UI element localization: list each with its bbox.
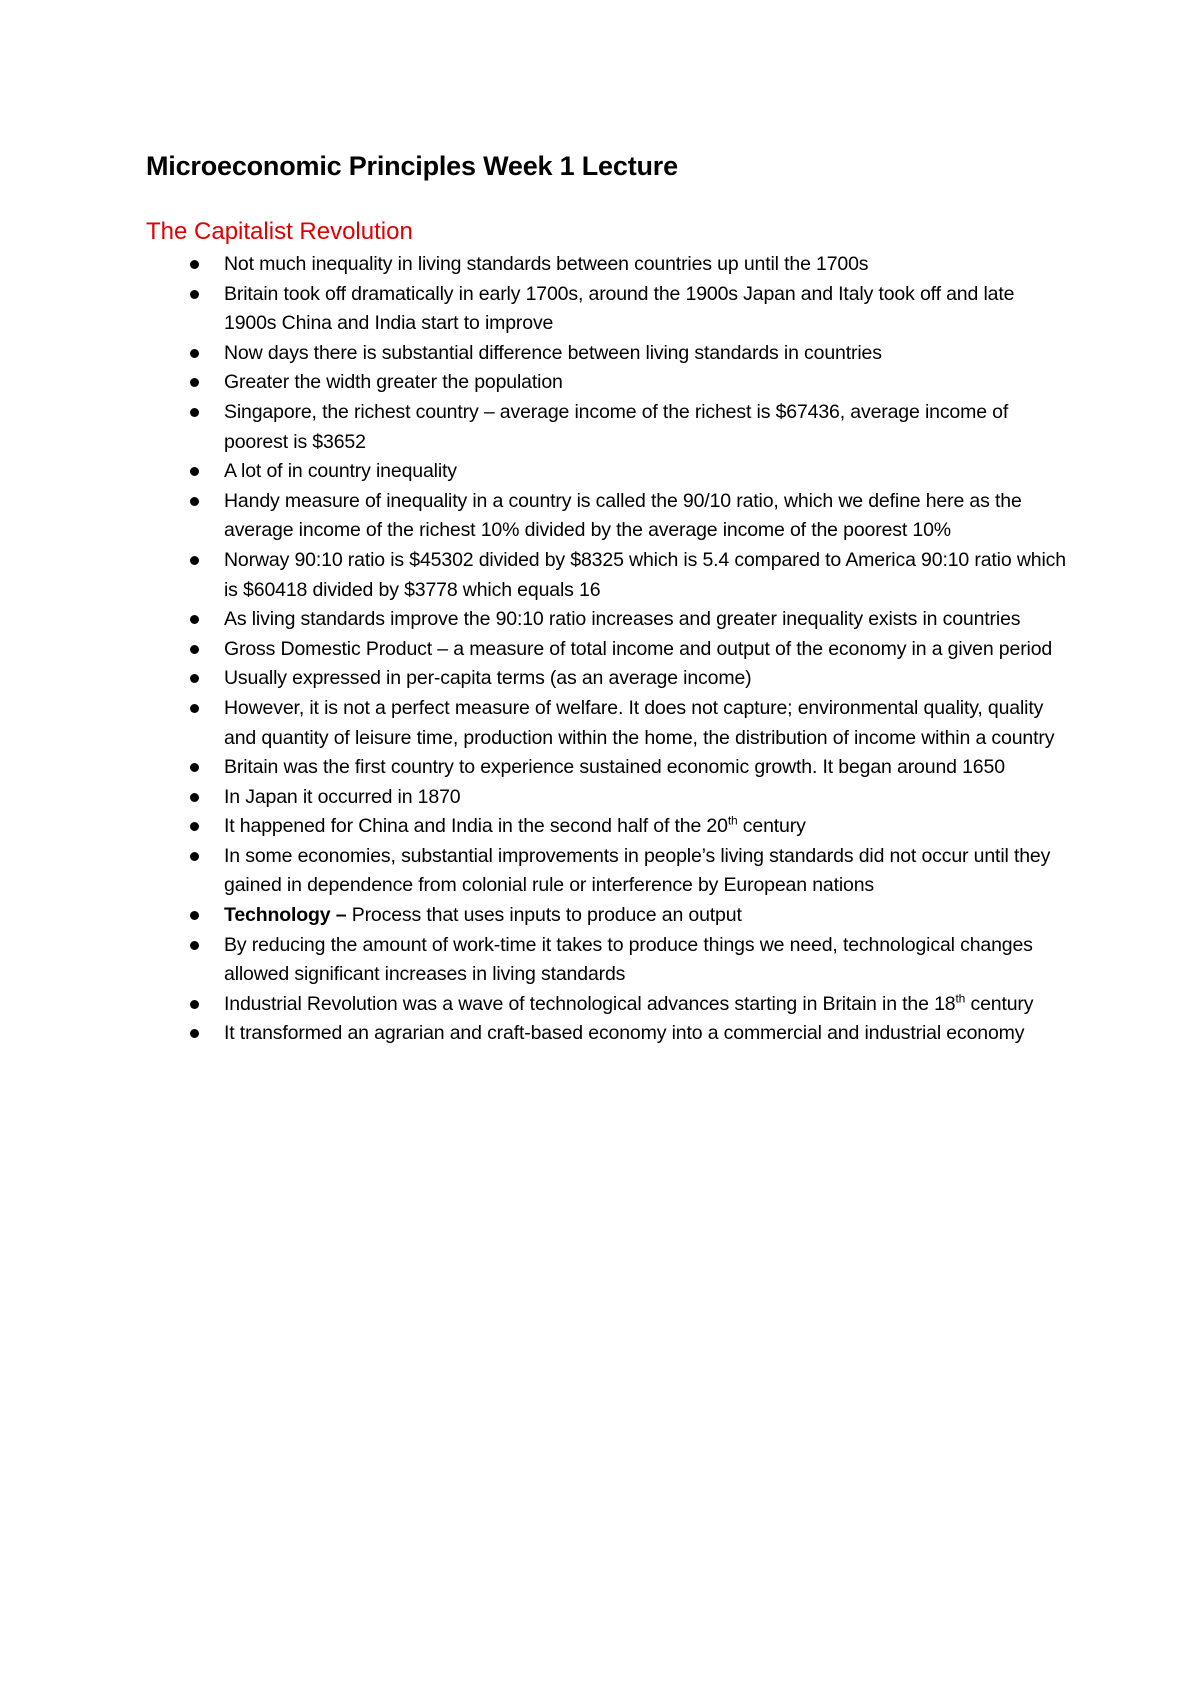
list-item (190, 783, 1070, 813)
bullet-text: It transformed an agrarian and craft-based economy into a commercial and industrial economy (224, 1022, 1025, 1045)
bullet-list (190, 250, 1070, 1049)
bullet-icon (190, 615, 199, 624)
list-item (190, 339, 1070, 369)
bullet-text: Handy measure of inequality in a country is called the 90/10 ratio, which we define here as the average income of the richest 10% divided by the average income of the poorest 10% (224, 489, 1022, 542)
bullet-icon (190, 1029, 199, 1038)
bullet-text: As living standards improve the 90:10 ratio increases and greater inequality exists in countries (224, 608, 1021, 631)
bullet-icon (190, 941, 199, 950)
bullet-icon (190, 349, 199, 358)
bullet-icon (190, 645, 199, 654)
list-item (190, 664, 1070, 694)
bullet-text: Singapore, the richest country – average income of the richest is $67436, average income of poorest is $3652 (224, 400, 1009, 453)
bullet-text: Process that uses inputs to produce an output (351, 904, 742, 927)
bullet-text: Not much inequality in living standards between countries up until the 1700s (224, 253, 869, 275)
bullet-icon (190, 674, 199, 683)
bullet-icon (190, 822, 199, 831)
list-item (190, 931, 1070, 990)
bullet-icon (190, 378, 199, 387)
bullet-text: By reducing the amount of work-time it takes to produce things we need, technological changes allowed significant increases in living standards (224, 933, 1033, 986)
bullet-text: However, it is not a perfect measure of welfare. It does not capture; environmental quality, quality and quantity of leisure time, production within the home, the distribution of income within a country (224, 696, 1055, 749)
bullet-text: Usually expressed in per-capita terms (as an average income) (224, 667, 752, 690)
list-item (190, 635, 1070, 665)
bullet-text: It happened for China and India in the second half of the 20 (224, 815, 728, 838)
list-item (190, 753, 1070, 783)
list-item (190, 812, 1070, 842)
list-item (190, 546, 1070, 605)
bullet-icon (190, 290, 199, 299)
list-item (190, 368, 1070, 398)
bullet-icon (190, 793, 199, 802)
bullet-text: century (965, 992, 1034, 1015)
section-heading: The Capitalist Revolution (146, 218, 413, 245)
bullet-text: century (737, 815, 806, 838)
bullet-text: Industrial Revolution was a wave of technological advances starting in Britain in the 18 (224, 992, 956, 1015)
document-title: Microeconomic Principles Week 1 Lecture (146, 151, 678, 181)
bullet-icon (190, 852, 199, 861)
list-item (190, 398, 1070, 457)
bullet-icon (190, 556, 199, 565)
bullet-text: Britain took off dramatically in early 1700s, around the 1900s Japan and Italy took off and late 1900s China and India start to improve (224, 282, 1015, 335)
bullet-icon (190, 763, 199, 772)
bullet-text: Britain was the first country to experience sustained economic growth. It began around 1650 (224, 756, 1005, 779)
list-item (190, 487, 1070, 546)
bullet-text: Gross Domestic Product – a measure of total income and output of the economy in a given period (224, 637, 1053, 660)
list-item (190, 1019, 1070, 1049)
bullet-text: Now days there is substantial difference between living standards in countries (224, 341, 882, 364)
bullet-icon (190, 1000, 199, 1009)
bullet-superscript: th (727, 813, 738, 828)
bullet-text: In Japan it occurred in 1870 (224, 785, 461, 808)
bullet-icon (190, 260, 199, 269)
bullet-text: Norway 90:10 ratio is $45302 divided by $8325 which is 5.4 compared to America 90:10 ratio which is $60418 divided by $3778 which equals 16 (224, 548, 1066, 601)
bullet-icon (190, 408, 199, 417)
bullet-superscript: th (955, 991, 966, 1006)
bullet-icon (190, 467, 199, 476)
bullet-term: Technology – (224, 904, 352, 927)
bullet-icon (190, 497, 199, 506)
bullet-text: Greater the width greater the population (224, 371, 563, 394)
list-item (190, 901, 1070, 931)
list-item (190, 990, 1070, 1020)
bullet-icon (190, 911, 199, 920)
list-item (190, 694, 1070, 753)
bullet-text: In some economies, substantial improvements in people’s living standards did not occur until they gained in dependence from colonial rule or interference by European nations (224, 844, 1051, 897)
bullet-text: A lot of in country inequality (224, 460, 457, 483)
list-item (190, 457, 1070, 487)
list-item (190, 605, 1070, 635)
list-item (190, 280, 1070, 339)
bullet-icon (190, 704, 199, 713)
list-item (190, 842, 1070, 901)
list-item (190, 250, 1070, 280)
